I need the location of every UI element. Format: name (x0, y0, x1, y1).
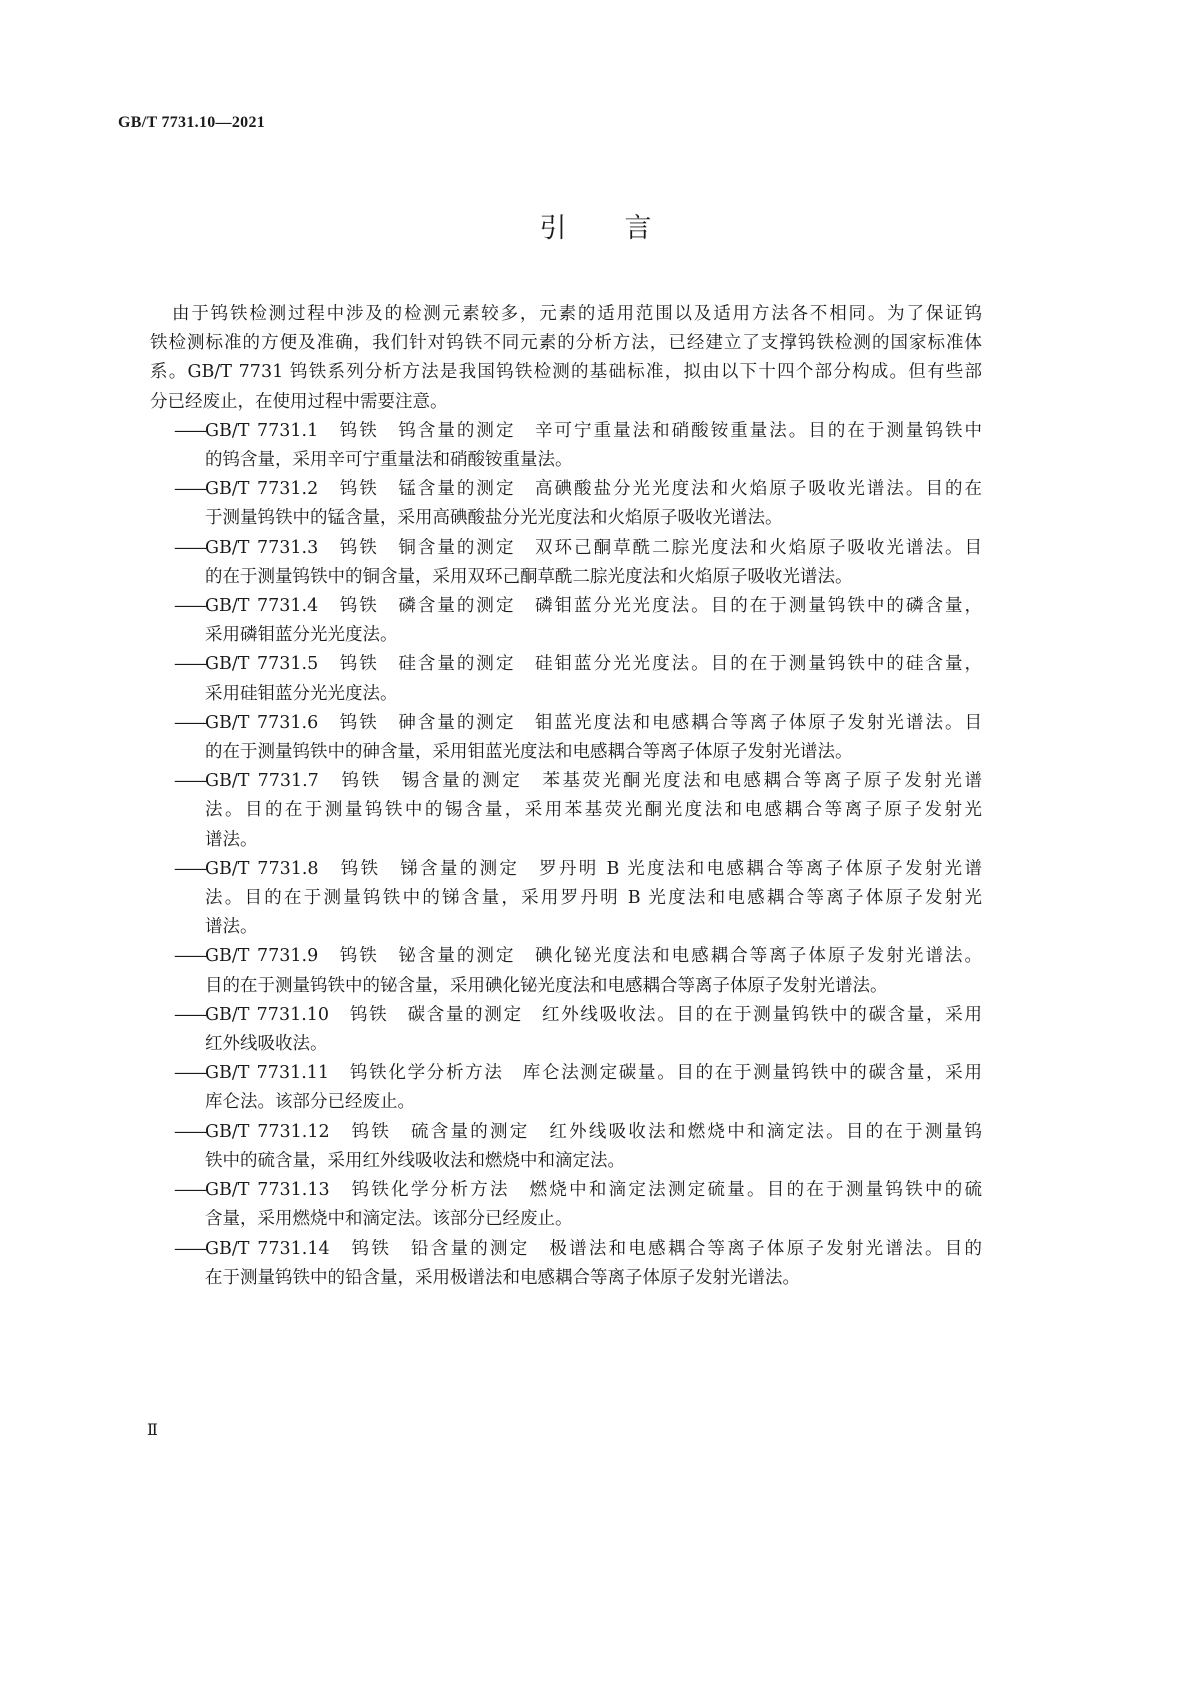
list-item (150, 942, 982, 1000)
list-dash: —— (174, 596, 205, 617)
list-item-line: GB/T 7731.4 钨铁 磷含量的测定 磷钼蓝分光光度法。目的在于测量钨铁中的磷含量， (205, 596, 982, 617)
list-item-line: 在于测量钨铁中的铅含量，采用极谱法和电感耦合等离子体原子发射光谱法。 (205, 1267, 800, 1288)
list-item-line: GB/T 7731.13 钨铁化学分析方法 燃烧中和滴定法测定硫量。目的在于测量钨铁中的硫 (205, 1180, 982, 1201)
list-dash: —— (174, 479, 205, 500)
list-dash: —— (174, 654, 205, 675)
list-dash: —— (174, 1238, 205, 1259)
list-dash: —— (174, 946, 205, 967)
list-item-line: 的在于测量钨铁中的铜含量，采用双环己酮草酰二腙光度法和火焰原子吸收光谱法。 (205, 566, 853, 587)
list-item-line: GB/T 7731.10 钨铁 碳含量的测定 红外线吸收法。目的在于测量钨铁中的碳含量，采用 (205, 1004, 982, 1025)
list-item-line: GB/T 7731.5 钨铁 硅含量的测定 硅钼蓝分光光度法。目的在于测量钨铁中的硅含量， (205, 654, 982, 675)
list-item-line: 采用磷钼蓝分光光度法。 (205, 625, 398, 646)
list-dash: —— (174, 771, 205, 792)
list-item (150, 475, 982, 533)
intro-line: 系。GB/T 7731 钨铁系列分析方法是我国钨铁检测的基础标准，拟由以下十四个部分构成。但有些部 (150, 362, 982, 383)
list-dash: —— (174, 712, 205, 733)
list-item-line: 谱法。 (205, 917, 258, 938)
list-item (150, 709, 982, 767)
list-item (150, 1235, 982, 1293)
intro-paragraph (150, 300, 982, 417)
list-item-line: GB/T 7731.12 钨铁 硫含量的测定 红外线吸收法和燃烧中和滴定法。目的在于测量钨 (205, 1121, 982, 1142)
standard-number-header: GB/T 7731.10—2021 (118, 114, 266, 131)
list-item-line: 法。目的在于测量钨铁中的锑含量，采用罗丹明 B 光度法和电感耦合等离子体原子发射光 (205, 888, 982, 909)
list-item-line: 的钨含量，采用辛可宁重量法和硝酸铵重量法。 (205, 450, 573, 471)
list-item-line: 含量，采用燃烧中和滴定法。该部分已经废止。 (205, 1209, 573, 1230)
list-item-line: 谱法。 (205, 829, 258, 850)
list-item (150, 1059, 982, 1117)
list-item (150, 417, 982, 475)
list-item-line: GB/T 7731.9 钨铁 铋含量的测定 碘化铋光度法和电感耦合等离子体原子发射光谱法。 (205, 946, 982, 967)
list-dash: —— (174, 858, 205, 879)
list-item-line: 目的在于测量钨铁中的铋含量，采用碘化铋光度法和电感耦合等离子体原子发射光谱法。 (205, 975, 888, 996)
list-item-line: GB/T 7731.1 钨铁 钨含量的测定 辛可宁重量法和硝酸铵重量法。目的在于测量钨铁中 (205, 420, 982, 441)
list-item (150, 534, 982, 592)
list-item-line: GB/T 7731.11 钨铁化学分析方法 库仑法测定碳量。目的在于测量钨铁中的碳含量，采用 (205, 1063, 982, 1084)
list-item-line: 铁中的硫含量，采用红外线吸收法和燃烧中和滴定法。 (205, 1150, 625, 1171)
page-number: Ⅱ (147, 1420, 158, 1439)
list-dash: —— (174, 537, 205, 558)
list-item-line: 库仑法。该部分已经废止。 (205, 1092, 415, 1113)
list-dash: —— (174, 1004, 205, 1025)
list-item (150, 1176, 982, 1234)
list-item (150, 592, 982, 650)
list-dash: —— (174, 1121, 205, 1142)
list-item (150, 855, 982, 943)
list-item-line: GB/T 7731.8 钨铁 锑含量的测定 罗丹明 B 光度法和电感耦合等离子体原子发射光谱 (205, 858, 982, 879)
intro-line: 分已经废止，在使用过程中需要注意。 (150, 391, 448, 412)
list-dash: —— (174, 420, 205, 441)
list-item-line: GB/T 7731.7 钨铁 锡含量的测定 苯基荧光酮光度法和电感耦合等离子原子发射光谱 (205, 771, 982, 792)
list-dash: —— (174, 1063, 205, 1084)
list-item (150, 1001, 982, 1059)
list-item-line: GB/T 7731.3 钨铁 铜含量的测定 双环己酮草酰二腙光度法和火焰原子吸收光谱法。目 (205, 537, 982, 558)
document-body (150, 300, 982, 1293)
standard-parts-list (150, 417, 982, 1293)
list-item-line: 红外线吸收法。 (205, 1034, 328, 1055)
intro-line: 由于钨铁检测过程中涉及的检测元素较多，元素的适用范围以及适用方法各不相同。为了保证钨 (172, 304, 982, 324)
list-item (150, 767, 982, 855)
list-dash: —— (174, 1180, 205, 1201)
list-item-line: GB/T 7731.14 钨铁 铅含量的测定 极谱法和电感耦合等离子体原子发射光谱法。目的 (205, 1238, 982, 1259)
list-item-line: GB/T 7731.6 钨铁 砷含量的测定 钼蓝光度法和电感耦合等离子体原子发射光谱法。目 (205, 712, 982, 733)
list-item (150, 650, 982, 708)
list-item-line: 法。目的在于测量钨铁中的锡含量，采用苯基荧光酮光度法和电感耦合等离子原子发射光 (205, 800, 982, 821)
list-item-line: 于测量钨铁中的锰含量，采用高碘酸盐分光光度法和火焰原子吸收光谱法。 (205, 508, 783, 529)
intro-line: 铁检测标准的方便及准确，我们针对钨铁不同元素的分析方法，已经建立了支撑钨铁检测的国家标准体 (150, 333, 982, 354)
page-title: 引言 (539, 213, 710, 244)
list-item-line: GB/T 7731.2 钨铁 锰含量的测定 高碘酸盐分光光度法和火焰原子吸收光谱法。目的在 (205, 479, 982, 500)
list-item-line: 的在于测量钨铁中的砷含量，采用钼蓝光度法和电感耦合等离子体原子发射光谱法。 (205, 742, 853, 763)
list-item-line: 采用硅钼蓝分光光度法。 (205, 683, 398, 704)
list-item (150, 1118, 982, 1176)
